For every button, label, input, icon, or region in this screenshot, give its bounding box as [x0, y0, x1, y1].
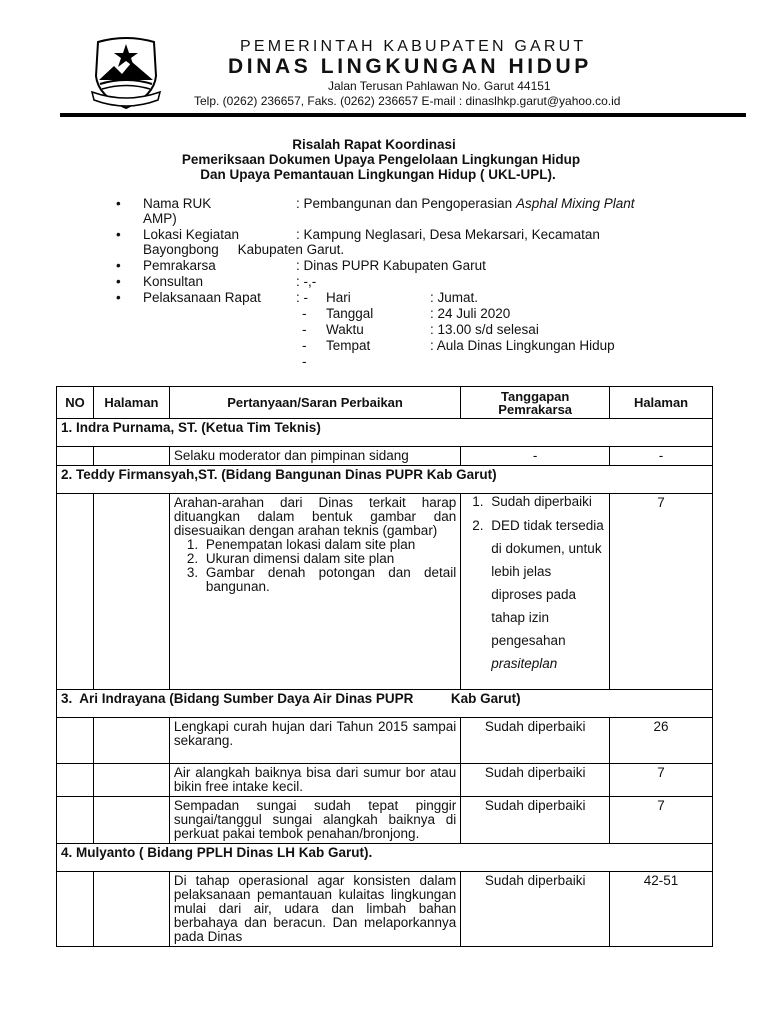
table-header-row [57, 387, 713, 419]
section-title: 1. Indra Purnama, ST. (Ketua Tim Teknis) [57, 419, 713, 447]
cell-halaman [93, 764, 169, 797]
section-title: 3. Ari Indrayana (Bidang Sumber Daya Air Dinas PUPR Kab Garut) [57, 690, 713, 718]
cell-pertanyaan: Selaku moderator dan pimpinan sidang [169, 447, 460, 466]
col-header-tanggapan: Tanggapan Pemrakarsa [461, 387, 610, 419]
col-header-halaman: Halaman [93, 387, 169, 419]
table-row [57, 494, 713, 690]
meeting-info-list [116, 196, 716, 370]
letterhead-divider [60, 113, 746, 117]
table-row [57, 797, 713, 844]
cell-pertanyaan: Lengkapi curah hujan dari Tahun 2015 sampai sekarang. [169, 718, 460, 764]
info-subitem-empty [116, 354, 716, 370]
document-subtitle-line2: Dan Upaya Pemantauan Lingkungan Hidup ( UKL-UPL). [200, 167, 556, 182]
letterhead [0, 0, 768, 118]
col-header-no: NO [57, 387, 94, 419]
cell-no [57, 872, 94, 947]
info-item-nama-ruk [116, 196, 716, 227]
info-item-pelaksanaan [116, 290, 716, 306]
cell-halaman [93, 718, 169, 764]
government-name: PEMERINTAH KABUPATEN GARUT [240, 38, 587, 55]
bullet: • [116, 290, 121, 305]
dash: - [302, 338, 307, 353]
info-item-lokasi [116, 227, 716, 258]
info-value: : Dinas PUPR Kabupaten Garut [296, 258, 486, 273]
section-row [57, 844, 713, 872]
cell-pertanyaan: Air alangkah baiknya bisa dari sumur bor atau bikin free intake kecil. [169, 764, 460, 797]
cell-halaman-2: 7 [610, 764, 713, 797]
bullet: • [116, 258, 121, 273]
section-title: 4. Mulyanto ( Bidang PPLH Dinas LH Kab Garut). [57, 844, 713, 872]
info-value: : Pembangunan dan Pengoperasian Asphal Mixing Plant [296, 196, 635, 211]
subitem-value: : 13.00 s/d selesai [430, 322, 539, 337]
cell-pertanyaan: Di tahap operasional agar konsisten dalam pelaksanaan pemantauan kulaitas lingkungan mulai dari air, udara dan limbah bahan berbahaya dan beracun. Dan melaporkannya pada Dinas [169, 872, 460, 947]
info-value-wrap: AMP) [143, 211, 177, 226]
dash: - [302, 306, 307, 321]
list-item: 1. Sudah diperbaiki [487, 494, 605, 510]
agency-name: DINAS LINGKUNGAN HIDUP [228, 55, 592, 78]
list-item: 1. Penempatan lokasi dalam site plan [202, 538, 456, 552]
garut-regency-emblem-icon [86, 32, 166, 112]
subitem-label: Waktu [326, 322, 364, 337]
dash: - [302, 354, 307, 369]
info-label: Nama RUK [143, 196, 212, 211]
document-subtitle-line1: Pemeriksaan Dokumen Upaya Pengelolaan Lingkungan Hidup [181, 152, 581, 167]
list-item: 3. Gambar denah potongan dan detail bangunan. [202, 566, 456, 594]
table-row [57, 718, 713, 764]
bullet: • [116, 274, 121, 289]
cell-halaman [93, 872, 169, 947]
agency-address: Jalan Terusan Pahlawan No. Garut 44151 [328, 79, 551, 93]
cell-no [57, 718, 94, 764]
bullet: • [116, 196, 121, 211]
subitem-label: Tanggal [326, 306, 374, 321]
info-label: Konsultan [143, 274, 204, 289]
cell-tanggapan: Sudah diperbaiki [461, 797, 610, 844]
info-subitem-tanggal [116, 306, 716, 322]
cell-tanggapan [461, 494, 610, 690]
cell-no [57, 447, 94, 466]
info-value-wrap: Bayongbong Kabupaten Garut. [143, 242, 345, 257]
section-row [57, 466, 713, 494]
info-value: : - [296, 290, 308, 305]
minutes-table [56, 386, 713, 947]
table-row [57, 764, 713, 797]
table-row [57, 872, 713, 947]
response-list [487, 494, 605, 675]
info-subitem-waktu [116, 322, 716, 338]
info-value: : -,- [296, 274, 317, 289]
cell-tanggapan: - [461, 447, 610, 466]
dash: - [302, 322, 307, 337]
list-item: 2. Ukuran dimensi dalam site plan [202, 552, 456, 566]
info-label: Lokasi Kegiatan [143, 227, 240, 242]
info-subitem-tempat [116, 338, 716, 354]
section-title: 2. Teddy Firmansyah,ST. (Bidang Bangunan Dinas PUPR Kab Garut) [57, 466, 713, 494]
info-item-konsultan [116, 274, 716, 290]
cell-tanggapan: Sudah diperbaiki [461, 764, 610, 797]
cell-halaman-2: 26 [610, 718, 713, 764]
agency-contact: Telp. (0262) 236657, Faks. (0262) 236657 E-mail : dinaslhkp.garut@yahoo.co.id [194, 94, 621, 108]
cell-halaman [93, 447, 169, 466]
cell-halaman-2: 42-51 [610, 872, 713, 947]
info-value: : Kampung Neglasari, Desa Mekarsari, Kecamatan [296, 227, 600, 242]
info-label: Pelaksanaan Rapat [143, 290, 261, 305]
cell-pertanyaan: Sempadan sungai sudah tepat pinggir sungai/tanggul sungai alangkah baiknya di perkuat pakai tembok penahan/bronjong. [169, 797, 460, 844]
cell-pertanyaan: Arahan-arahan dari Dinas terkait harap dituangkan dalam bentuk gambar dan disesuaikan dengan arahan teknis (gambar) 1. Penempatan lokasi dalam site plan 2. Ukuran dimensi dalam site plan 3. Gambar denah potongan dan detail bangunan. [169, 494, 460, 690]
section-row [57, 690, 713, 718]
subitem-value: : 24 Juli 2020 [430, 306, 511, 321]
info-label: Pemrakarsa [143, 258, 216, 273]
cell-halaman-2: 7 [610, 797, 713, 844]
item-list [202, 538, 456, 594]
bullet: • [116, 227, 121, 242]
table-row [57, 447, 713, 466]
section-row [57, 419, 713, 447]
hari-value: : Jumat. [430, 290, 479, 305]
hari-label: Hari [326, 290, 351, 305]
list-item: 2. DED tidak tersedia di dokumen, untuk lebih jelas diproses pada tahap izin pengesahan prasiteplan [487, 510, 605, 675]
document-title: Risalah Rapat Koordinasi [292, 137, 456, 152]
subitem-value: : Aula Dinas Lingkungan Hidup [430, 338, 615, 353]
cell-tanggapan: Sudah diperbaiki [461, 718, 610, 764]
cell-halaman [93, 797, 169, 844]
cell-no [57, 797, 94, 844]
cell-halaman-2: 7 [610, 494, 713, 690]
cell-tanggapan: Sudah diperbaiki [461, 872, 610, 947]
col-header-halaman-2: Halaman [610, 387, 713, 419]
cell-no [57, 494, 94, 690]
cell-no [57, 764, 94, 797]
cell-halaman [93, 494, 169, 690]
col-header-pertanyaan: Pertanyaan/Saran Perbaikan [169, 387, 460, 419]
cell-halaman-2: - [610, 447, 713, 466]
info-item-pemrakarsa [116, 258, 716, 274]
subitem-label: Tempat [326, 338, 371, 353]
